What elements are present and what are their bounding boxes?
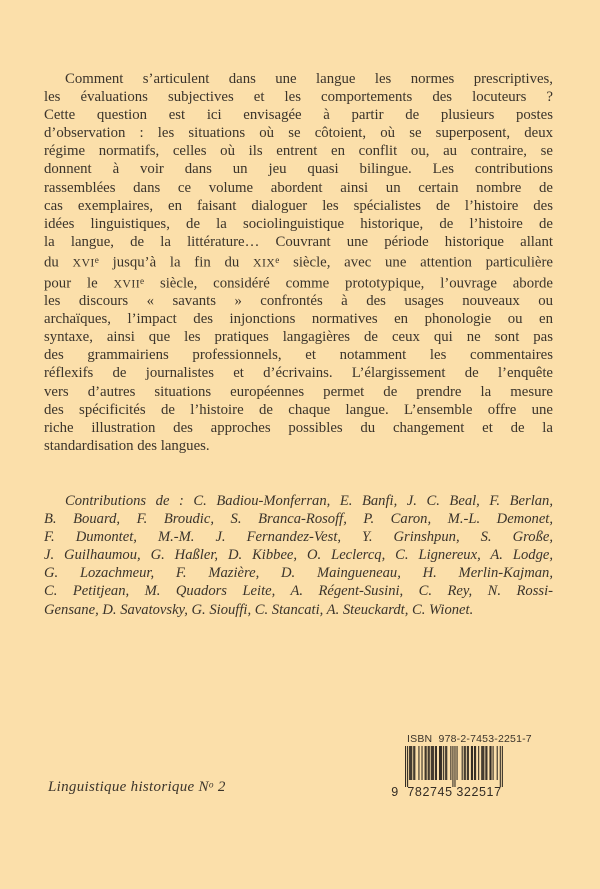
- synopsis-line: la langue, de la littérature… Couvrant une période historique allant: [44, 233, 553, 250]
- contributors-line: C. Petitjean, M. Quadors Leite, A. Régent-Susini, C. Rey, N. Rossi-: [44, 583, 553, 600]
- synopsis-line: les évaluations subjectives et les comportements des locuteurs ?: [44, 89, 553, 106]
- text-segment: siècle, considéré comme prototypique, l’ouvrage aborde: [144, 275, 553, 291]
- synopsis-line: régime normatifs, celles où ils entrent en conflit ou, au contraire, se: [44, 143, 553, 160]
- isbn-label: ISBN 978-2-7453-2251-7: [407, 733, 532, 745]
- ordinal-superscript: e: [140, 275, 145, 286]
- contributors-line: G. Lozachmeur, F. Mazière, D. Maingueneau, H. Merlin-Kajman,: [44, 565, 553, 582]
- synopsis-line: vers d’autres situations européennes permet de prendre la mesure: [44, 383, 553, 400]
- synopsis-line: archaïques, l’impact des injonctions normatives en phonologie ou en: [44, 311, 553, 328]
- ean13-barcode: [387, 746, 512, 802]
- synopsis-line: standardisation des langues.: [44, 437, 210, 454]
- synopsis-line-roman-numerals: [44, 251, 553, 272]
- synopsis-line-roman-numerals: [44, 272, 553, 293]
- svg-text:322517: 322517: [456, 785, 502, 799]
- synopsis-line: cas exemplaires, en faisant dialoguer les spécialistes de l’histoire des: [44, 197, 553, 214]
- contributors-line: Contributions de : C. Badiou-Monferran, E. Banfi, J. C. Beal, F. Berlan,: [65, 493, 553, 509]
- synopsis-line: des grammairiens professionnels, et notamment les commentaires: [44, 347, 553, 364]
- synopsis-line: réflexifs de journalistes et d’écrivains. L’élargissement de l’enquête: [44, 365, 553, 382]
- contributors-line: B. Bouard, F. Broudic, S. Branca-Rosoff, P. Caron, M.-L. Demonet,: [44, 511, 553, 528]
- ordinal-superscript: e: [94, 254, 99, 265]
- series-number: 2: [213, 779, 226, 795]
- text-segment: siècle, avec une attention particulière: [279, 254, 553, 271]
- synopsis-line: d’observation : les situations où se côtoient, où se superposent, deux: [44, 125, 553, 142]
- series-title-text: Linguistique historique N: [48, 779, 209, 795]
- synopsis-line: donnent à voir dans un jeu quasi bilingue. Les contributions: [44, 161, 553, 178]
- synopsis-line: Comment s’articulent dans une langue les normes prescriptives,: [65, 71, 553, 87]
- roman-numeral: XVII: [113, 276, 141, 290]
- text-segment: jusqu’à la fin du: [98, 254, 254, 271]
- contributors-line: J. Guilhaumou, G. Haßler, D. Kibbee, O. Leclercq, C. Lignereux, A. Lodge,: [44, 547, 553, 564]
- synopsis-line: Cette question est ici envisagée à partir de plusieurs postes: [44, 107, 553, 124]
- series-title: [48, 779, 226, 796]
- contributors-line: F. Dumontet, M.-M. J. Fernandez-Vest, Y. Grinshpun, S. Große,: [44, 529, 553, 546]
- svg-text:9: 9: [391, 785, 399, 799]
- synopsis-line: rassemblées dans ce volume abordent ainsi un certain nombre de: [44, 179, 553, 196]
- isbn-barcode-block: [387, 733, 532, 802]
- synopsis-paragraph: [44, 70, 553, 455]
- svg-text:782745: 782745: [407, 785, 453, 799]
- synopsis-line: des spécificités de l’histoire de chaque langue. L’ensemble offre une: [44, 401, 553, 418]
- synopsis-line: syntaxe, ainsi que les pratiques langagières de ceux qui ne sont pas: [44, 329, 553, 346]
- contributors-paragraph: [44, 492, 553, 619]
- text-segment: pour le: [44, 275, 114, 291]
- numero-superscript: o: [208, 780, 214, 791]
- synopsis-line: les discours « savants » confrontés à des usages nouveaux ou: [44, 293, 553, 310]
- roman-numeral: XVI: [72, 255, 95, 270]
- roman-numeral: XIX: [253, 255, 276, 270]
- synopsis-line: riche illustration des approches possibles du changement et de la: [44, 419, 553, 436]
- contributors-line: Gensane, D. Savatovsky, G. Siouffi, C. Stancati, A. Steuckardt, C. Wionet.: [44, 601, 474, 618]
- ordinal-superscript: e: [275, 254, 280, 265]
- synopsis-line: idées linguistiques, de la sociolinguistique historique, de l’histoire de: [44, 215, 553, 232]
- text-segment: du: [44, 254, 73, 271]
